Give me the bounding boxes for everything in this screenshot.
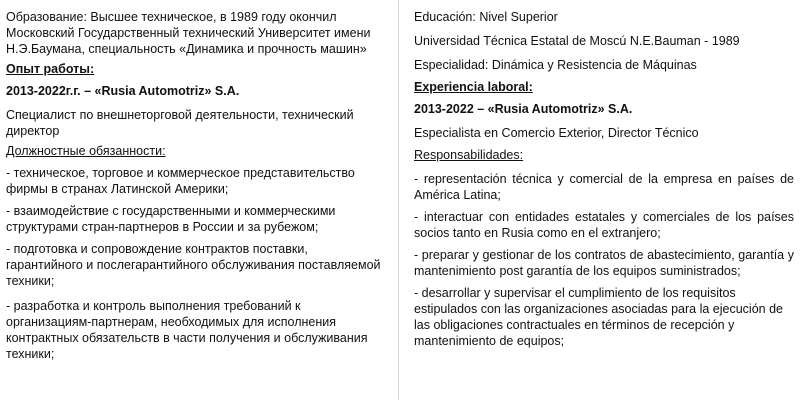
job-title-es: 2013-2022 – «Rusia Automotriz» S.A. [414,102,633,116]
duty-item-es: - desarrollar y supervisar el cumplimiento de los requisitos estipulados con las organizaciones asociadas para la ejecución de las obligaciones contractuales en términos de recepción y mantenimiento de equipos; [414,286,783,348]
specialty-text-es: Especialidad: Dinámica y Resistencia de Máquinas [414,58,697,72]
spanish-column [414,9,794,349]
duty-item-es: - preparar y gestionar de los contratos de abastecimiento, garantía y mantenimiento post garantía de los equipos suministrados; [414,248,794,278]
column-divider [398,0,399,400]
university-text-es: Universidad Técnica Estatal de Moscú N.E.Bauman - 1989 [414,34,740,48]
education-text-ru: Образование: Высшее техническое, в 1989 году окончил Московский Государственный технический Университет имени Н.Э.Баумана, специальность «Динамика и прочность машин» [6,10,371,56]
education-text-es: Educación: Nivel Superior [414,10,558,24]
experience-heading-ru: Опыт работы: [6,62,95,76]
russian-column [6,9,388,362]
duty-item-ru: - разработка и контроль выполнения требований к организациям-партнерам, необходимых для исполнения контрактных обязательств в части получения и обслуживания техники; [6,299,368,361]
duties-heading-es: Responsabilidades: [414,148,524,162]
duty-item-ru: - техническое, торговое и коммерческое представительство фирмы в странах Латинской Америки; [6,166,355,196]
duties-heading-ru: Должностные обязанности: [6,144,166,158]
position-text-ru: Специалист по внешнеторговой деятельности, технический директор [6,108,354,138]
position-text-es: Especialista en Comercio Exterior, Director Técnico [414,126,699,140]
duty-item-ru: - подготовка и сопровождение контрактов поставки, гарантийного и послегарантийного обслуживания поставляемой техники; [6,242,381,288]
duty-item-ru: - взаимодействие с государственными и коммерческими структурами стран-партнеров в России и за рубежом; [6,204,336,234]
experience-heading-es: Experiencia laboral: [414,80,533,94]
job-title-ru: 2013-2022г.г. – «Rusia Automotriz» S.A. [6,84,240,98]
duty-item-es: - interactuar con entidades estatales y comerciales de los países socios tanto en Rusia como en el extranjero; [414,210,794,240]
duty-item-es: - representación técnica y comercial de la empresa en países de América Latina; [414,172,794,202]
